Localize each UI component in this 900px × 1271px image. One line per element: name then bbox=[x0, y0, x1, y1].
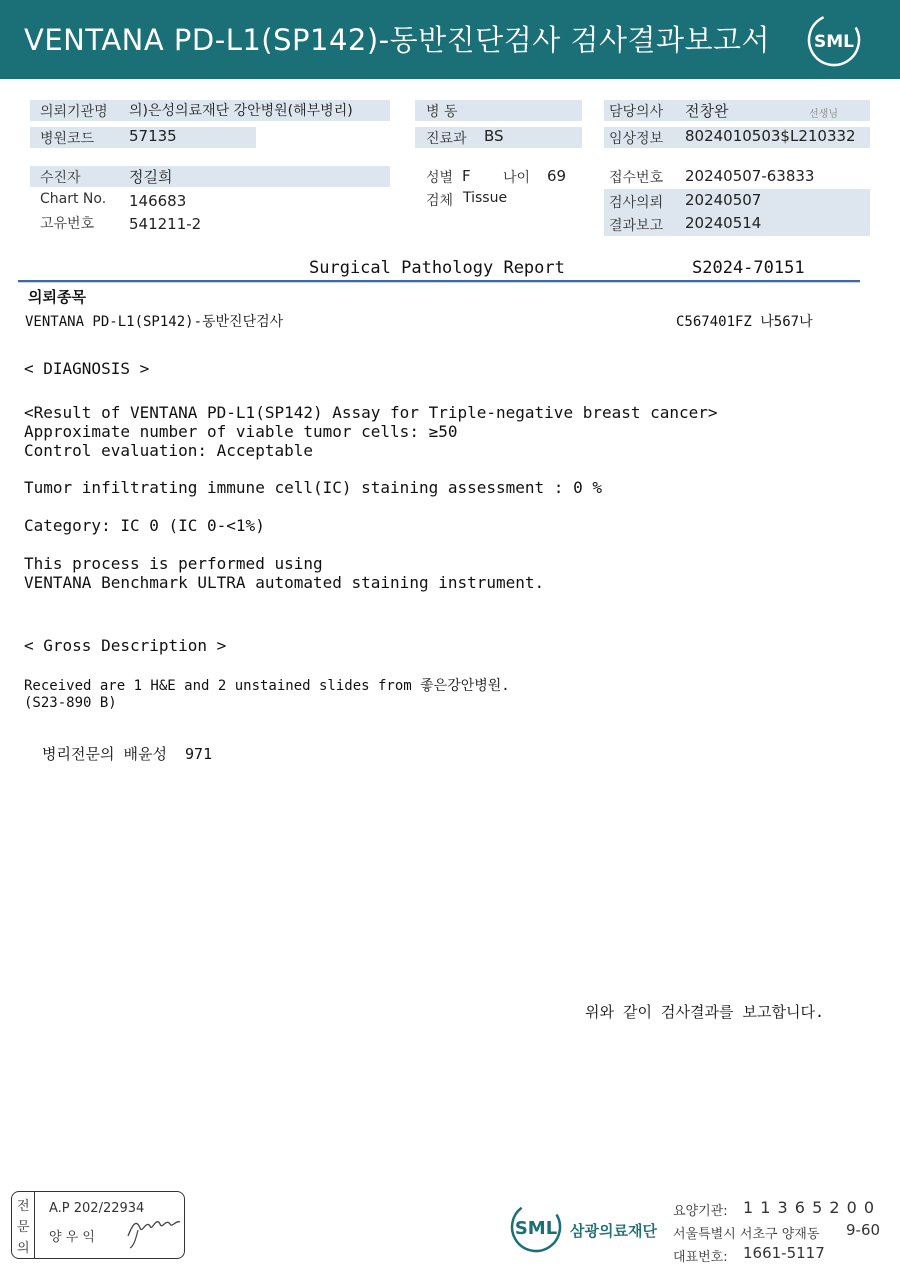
pathologist: 병리전문의 배윤성 971 bbox=[42, 745, 213, 763]
receipt-label: 접수번호 bbox=[609, 170, 664, 186]
request-label: 검사의뢰 bbox=[609, 195, 664, 211]
age-value: 69 bbox=[547, 167, 567, 185]
item-name: VENTANA PD-L1(SP142)-동반진단검사 bbox=[25, 314, 284, 330]
institution-code-value: 1 1 3 6 5 2 0 0 bbox=[743, 1198, 876, 1217]
clinical-label: 임상정보 bbox=[609, 131, 664, 147]
hospital-code-value: 57135 bbox=[129, 127, 177, 145]
doctor-suffix: 선생님 bbox=[809, 109, 838, 120]
institution-label: 의뢰기관명 bbox=[40, 104, 108, 120]
report-type: Surgical Pathology Report bbox=[309, 258, 565, 278]
age-label: 나이 bbox=[503, 170, 531, 186]
footer-logo-icon bbox=[508, 1199, 564, 1255]
result-label: 결과보고 bbox=[609, 218, 664, 234]
report-title: VENTANA PD-L1(SP142)-동반진단검사 검사결과보고서 bbox=[24, 23, 771, 57]
diagnosis-line: <Result of VENTANA PD-L1(SP142) Assay for Triple-negative breast cancer> bbox=[24, 403, 718, 422]
result-value: 20240514 bbox=[685, 214, 762, 232]
svg-text:SML: SML bbox=[514, 1218, 558, 1239]
request-value: 20240507 bbox=[685, 191, 762, 209]
gross-heading: < Gross Description > bbox=[24, 636, 227, 655]
diagnosis-line: Category: IC 0 (IC 0-<1%) bbox=[24, 516, 265, 535]
stamp-name: 양 우 익 bbox=[49, 1230, 95, 1245]
closing-statement: 위와 같이 검사결과를 보고합니다. bbox=[585, 1003, 824, 1021]
hospital-code-label: 병원코드 bbox=[40, 131, 95, 147]
item-heading: 의뢰종목 bbox=[28, 288, 86, 306]
sex-label: 성별 bbox=[426, 170, 454, 186]
institution-code-label: 요양기관: bbox=[673, 1204, 728, 1219]
stamp-column bbox=[12, 1192, 35, 1258]
org-address-number: 9-60 bbox=[846, 1221, 881, 1239]
chart-label: Chart No. bbox=[40, 191, 107, 207]
diagnosis-line: This process is performed using bbox=[24, 554, 323, 573]
sml-logo-icon bbox=[806, 12, 862, 68]
dept-value: BS bbox=[484, 127, 504, 145]
patient-value: 정길희 bbox=[129, 168, 173, 186]
stamp-char: 의 bbox=[17, 1241, 30, 1256]
pathologist-stamp bbox=[11, 1191, 185, 1259]
org-address: 서울특별시 서초구 양재동 bbox=[673, 1227, 820, 1242]
patient-box bbox=[30, 166, 390, 187]
patient-label: 수진자 bbox=[40, 170, 81, 186]
signature-icon bbox=[124, 1206, 184, 1250]
org-name: 삼광의료재단 bbox=[570, 1222, 657, 1240]
diagnosis-heading: < DIAGNOSIS > bbox=[24, 359, 150, 378]
report-header bbox=[0, 0, 900, 79]
stamp-char: 문 bbox=[17, 1220, 30, 1235]
report-number: S2024-70151 bbox=[692, 258, 805, 278]
stamp-char: 전 bbox=[17, 1199, 30, 1214]
id-value: 541211-2 bbox=[129, 215, 202, 233]
institution-value: 의)은성의료재단 강안병원(해부병리) bbox=[129, 103, 353, 119]
diagnosis-line: VENTANA Benchmark ULTRA automated staining instrument. bbox=[24, 573, 545, 592]
phone-label: 대표번호: bbox=[673, 1250, 728, 1265]
diagnosis-line: Tumor infiltrating immune cell(IC) staining assessment : 0 % bbox=[24, 478, 602, 497]
doctor-label: 담당의사 bbox=[609, 104, 664, 120]
svg-text:SML: SML bbox=[814, 32, 854, 52]
gross-line: (S23-890 B) bbox=[24, 695, 117, 711]
stamp-license: A.P 202/22934 bbox=[49, 1201, 145, 1216]
receipt-value: 20240507-63833 bbox=[685, 167, 815, 185]
diagnosis-line: Control evaluation: Acceptable bbox=[24, 441, 313, 460]
doctor-value: 전창완 bbox=[685, 102, 729, 120]
phone-value: 1661-5117 bbox=[743, 1244, 825, 1262]
ward-label: 병 동 bbox=[426, 104, 458, 120]
dept-label: 진료과 bbox=[426, 131, 467, 147]
diagnosis-line: Approximate number of viable tumor cells: ≥50 bbox=[24, 422, 458, 441]
report-divider-shadow bbox=[18, 282, 860, 283]
id-label: 고유번호 bbox=[40, 216, 95, 232]
clinical-value: 8024010503$L210332 bbox=[685, 127, 856, 145]
gross-line: Received are 1 H&E and 2 unstained slides from 좋은강안병원. bbox=[24, 678, 510, 694]
sex-value: F bbox=[462, 167, 471, 185]
chart-value: 146683 bbox=[129, 192, 187, 210]
specimen-value: Tissue bbox=[463, 190, 508, 206]
specimen-label: 검체 bbox=[426, 193, 454, 209]
item-code: C567401FZ 나567나 bbox=[676, 314, 813, 330]
